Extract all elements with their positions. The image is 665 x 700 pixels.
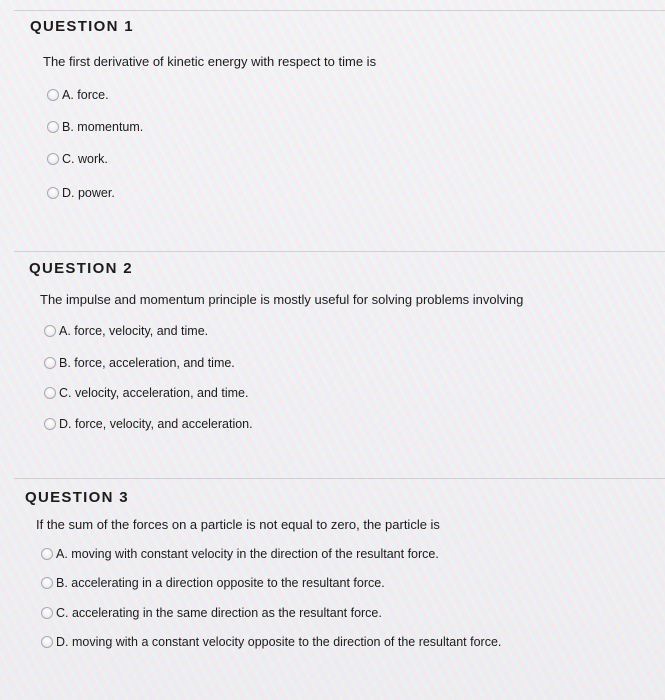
option-c[interactable]	[41, 605, 382, 621]
question-title: QUESTION 1	[30, 18, 134, 35]
option-label: D. power.	[62, 186, 115, 200]
option-label: A. force.	[62, 88, 109, 102]
question-divider	[14, 478, 665, 479]
option-label: C. accelerating in the same direction as the resultant force.	[56, 606, 382, 620]
option-label: C. velocity, acceleration, and time.	[59, 386, 249, 400]
option-b[interactable]	[41, 575, 385, 591]
question-text: If the sum of the forces on a particle is not equal to zero, the particle is	[36, 517, 440, 532]
option-label: B. accelerating in a direction opposite to the resultant force.	[56, 576, 385, 590]
option-label: A. force, velocity, and time.	[59, 324, 209, 338]
option-label: D. force, velocity, and acceleration.	[59, 417, 253, 431]
option-label: C. work.	[62, 152, 108, 166]
option-a[interactable]	[41, 546, 439, 562]
radio-button[interactable]	[41, 636, 53, 648]
option-d[interactable]	[41, 634, 501, 650]
question-title: QUESTION 3	[25, 489, 129, 506]
option-label: B. force, acceleration, and time.	[59, 356, 235, 370]
option-label: B. momentum.	[62, 120, 144, 134]
option-label: D. moving with a constant velocity opposite to the direction of the resultant force.	[56, 635, 502, 649]
radio-button[interactable]	[41, 548, 53, 560]
radio-button[interactable]	[41, 607, 53, 619]
question-text: The impulse and momentum principle is mostly useful for solving problems involving	[40, 292, 524, 307]
question-text: The first derivative of kinetic energy with respect to time is	[43, 54, 377, 69]
radio-button[interactable]	[41, 577, 53, 589]
question-title: QUESTION 2	[29, 260, 133, 277]
option-label: A. moving with constant velocity in the direction of the resultant force.	[56, 547, 439, 561]
